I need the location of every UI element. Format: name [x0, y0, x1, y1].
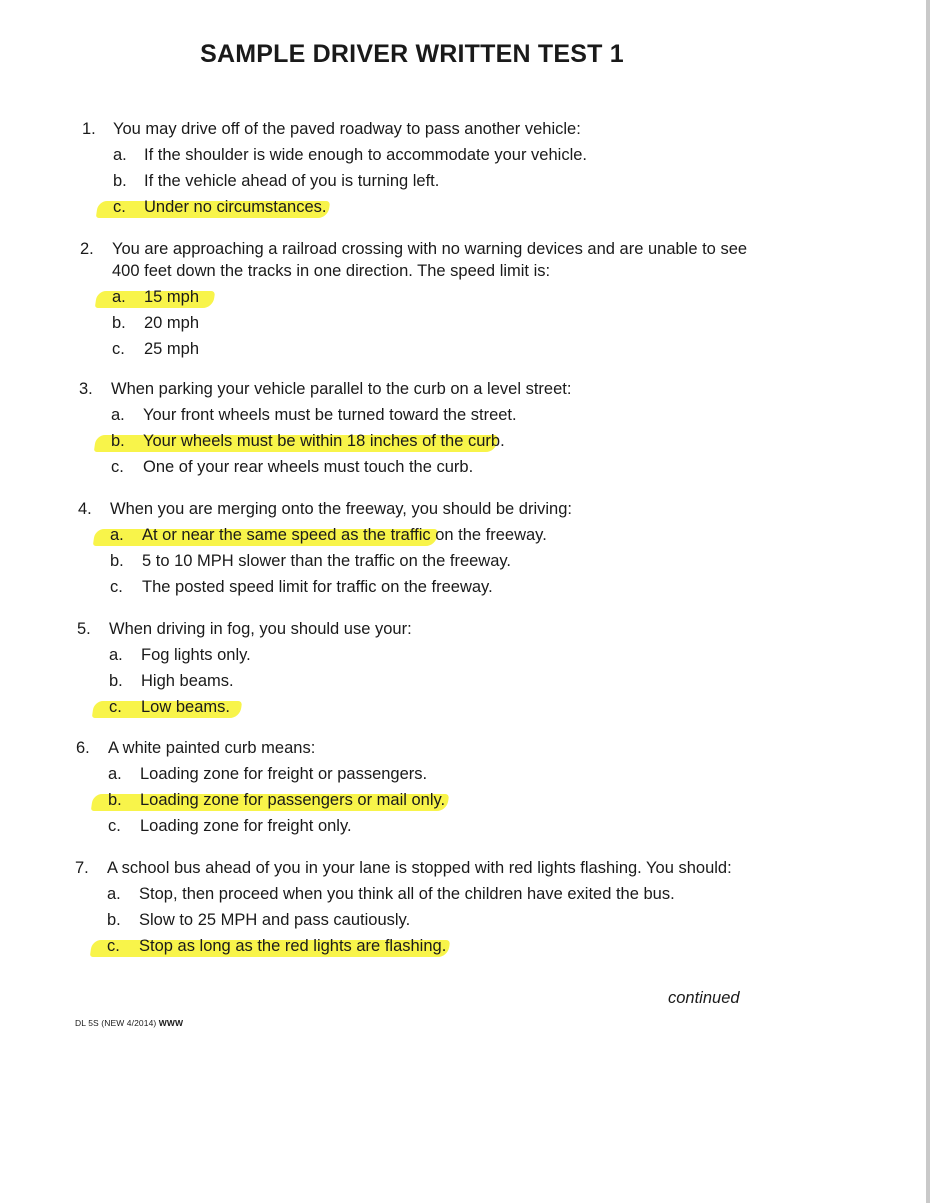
option-text: 15 mph	[144, 288, 200, 306]
answer-option-b	[0, 430, 930, 456]
option-letter: a.	[109, 646, 123, 664]
option-letter: c.	[110, 578, 123, 596]
option-letter: c.	[113, 198, 126, 216]
option-letter: c.	[107, 937, 120, 955]
question-text: When you are merging onto the freeway, you should be driving:	[110, 500, 572, 518]
question-text: When parking your vehicle parallel to the curb on a level street:	[111, 380, 572, 398]
option-text: Low beams.	[141, 698, 230, 716]
option-text: 25 mph	[144, 340, 200, 358]
answer-option-b	[0, 789, 930, 815]
question-text: You may drive off of the paved roadway to pass another vehicle:	[113, 120, 581, 138]
option-letter: c.	[111, 458, 124, 476]
option-letter: b.	[108, 791, 122, 809]
question-number: 1.	[82, 120, 96, 138]
option-letter: c.	[112, 340, 125, 358]
option-text: High beams.	[141, 672, 234, 690]
continued-label: continued	[668, 989, 740, 1007]
question-number: 2.	[80, 240, 94, 258]
option-text: At or near the same speed as the traffic on the freeway.	[142, 526, 547, 544]
answer-option-c	[0, 696, 930, 722]
form-code-text: DL 5S (NEW 4/2014)	[75, 1018, 157, 1028]
option-text: 20 mph	[144, 314, 200, 332]
option-text: Slow to 25 MPH and pass cautiously.	[139, 911, 411, 929]
option-letter: a.	[113, 146, 127, 164]
option-letter: b.	[113, 172, 127, 190]
question-number: 7.	[75, 859, 89, 877]
answer-option-c	[0, 338, 930, 364]
answer-option-b	[0, 312, 930, 338]
answer-option-b	[0, 550, 930, 576]
option-letter: a.	[110, 526, 124, 544]
option-text: Loading zone for freight only.	[140, 817, 352, 835]
option-letter: b.	[112, 314, 126, 332]
form-code-suffix: WWW	[158, 1018, 184, 1028]
option-text: Stop as long as the red lights are flashing.	[139, 937, 447, 955]
answer-option-c	[0, 456, 930, 482]
option-letter: b.	[111, 432, 125, 450]
option-text: If the vehicle ahead of you is turning left.	[144, 172, 440, 190]
question-text: A school bus ahead of you in your lane is stopped with red lights flashing. You should:	[107, 859, 732, 877]
question-number: 3.	[79, 380, 93, 398]
answer-option-c	[0, 815, 930, 841]
option-text: The posted speed limit for traffic on the freeway.	[142, 578, 493, 596]
option-text: 5 to 10 MPH slower than the traffic on the freeway.	[142, 552, 511, 570]
answer-option-b	[0, 670, 930, 696]
answer-option-a	[0, 883, 930, 909]
answer-option-b	[0, 909, 930, 935]
answer-option-c	[0, 576, 930, 602]
question-text: When driving in fog, you should use your:	[109, 620, 412, 638]
option-text: Your wheels must be within 18 inches of the curb.	[143, 432, 505, 450]
question-number: 6.	[76, 739, 90, 757]
answer-option-a	[0, 144, 930, 170]
answer-option-c	[0, 935, 930, 961]
option-text: Under no circumstances.	[144, 198, 327, 216]
option-text: Your front wheels must be turned toward the street.	[143, 406, 517, 424]
option-text: Fog lights only.	[141, 646, 251, 664]
form-code	[75, 1018, 183, 1028]
option-letter: a.	[107, 885, 121, 903]
option-letter: b.	[109, 672, 123, 690]
answer-option-b	[0, 170, 930, 196]
question-text: You are approaching a railroad crossing with no warning devices and are unable to see	[112, 240, 748, 258]
answer-option-a	[0, 286, 930, 312]
option-letter: c.	[108, 817, 121, 835]
option-letter: b.	[107, 911, 121, 929]
question-text: A white painted curb means:	[108, 739, 316, 757]
option-letter: c.	[109, 698, 122, 716]
option-text: Loading zone for freight or passengers.	[140, 765, 428, 783]
answer-option-a	[0, 524, 930, 550]
question-text: 400 feet down the tracks in one direction. The speed limit is:	[112, 262, 551, 280]
option-letter: a.	[111, 406, 125, 424]
answer-option-c	[0, 196, 930, 222]
option-text: Stop, then proceed when you think all of the children have exited the bus.	[139, 885, 675, 903]
option-letter: a.	[112, 288, 126, 306]
option-letter: a.	[108, 765, 122, 783]
question-number: 5.	[77, 620, 91, 638]
answer-option-a	[0, 404, 930, 430]
page-title: SAMPLE DRIVER WRITTEN TEST 1	[200, 40, 624, 68]
option-text: If the shoulder is wide enough to accommodate your vehicle.	[144, 146, 588, 164]
answer-option-a	[0, 644, 930, 670]
question-number: 4.	[78, 500, 92, 518]
option-text: One of your rear wheels must touch the curb.	[143, 458, 474, 476]
answer-option-a	[0, 763, 930, 789]
option-text: Loading zone for passengers or mail only.	[140, 791, 446, 809]
option-letter: b.	[110, 552, 124, 570]
